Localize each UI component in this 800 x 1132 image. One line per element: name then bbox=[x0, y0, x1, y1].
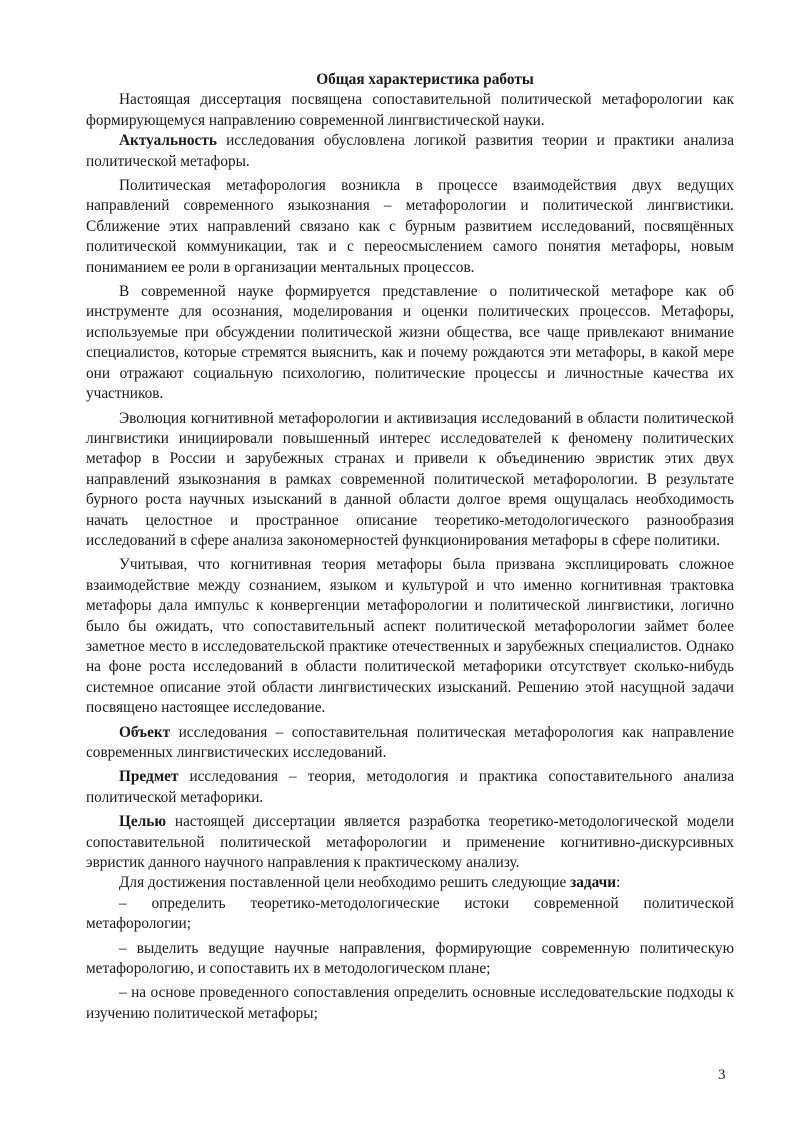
term-object: Объект bbox=[119, 723, 171, 741]
task-item-2 bbox=[86, 939, 734, 980]
paragraph-subject bbox=[86, 767, 734, 808]
task-item-3 bbox=[86, 983, 734, 1024]
paragraph-tasks-intro bbox=[86, 873, 734, 893]
paragraph-intro bbox=[86, 90, 734, 131]
task-item-1 bbox=[86, 894, 734, 935]
term-subject: Предмет bbox=[119, 768, 179, 786]
paragraph-origin bbox=[86, 176, 734, 278]
page-content bbox=[86, 70, 734, 1024]
task-text: – выделить ведущие научные направления, формирующие современную политическую метафорологию, и сопоставить их в методологическом плане; bbox=[86, 939, 734, 978]
tasks-colon: : bbox=[616, 874, 621, 892]
paragraph-object bbox=[86, 723, 734, 764]
task-text: – определить теоретико-методологические истоки современной политической метафорологии; bbox=[86, 894, 734, 933]
paragraph-text: В современной науке формируется представление о политической метафоре как об инструменте для осознания, моделирования и оценки политических процессов. Метафоры, используемые при обсуждении политической жизни общества, все чаще привлекают внимание специалистов, которые стремятся выяснить, как и почему рождаются эти метафоры, в какой мере они отражают социальную психологию, политические процессы и личностные качества их участников. bbox=[86, 283, 734, 403]
paragraph-text: исследования обусловлена логикой развития теории и практики анализа политической метафоры. bbox=[86, 132, 734, 170]
section-title: Общая характеристика работы bbox=[316, 71, 534, 88]
paragraph-relevance bbox=[86, 131, 734, 172]
paragraph-text: Учитывая, что когнитивная теория метафоры была призвана эксплицировать сложное взаимодействие между сознанием, языком и культурой и что именно когнитивная трактовка метафоры дала импульс к конвергенции метафорологии и политической лингвистики, логично было бы ожидать, что сопоставительный аспект политической метафорологии займет более заметное место в исследовательской практике отечественных и зарубежных специалистов. Однако на фоне роста исследований в области политической метафорики отсутствует сколько-нибудь системное описание этой области лингвистических изысканий. Решению этой насущной задачи посвящено настоящее исследование. bbox=[86, 556, 734, 717]
paragraph-text: Для достижения поставленной цели необходимо решить следующие bbox=[119, 874, 571, 892]
paragraph-text: настоящей диссертации является разработка теоретико-методологической модели сопоставительной политической метафорологии и применение когнитивно-дискурсивных эвристик данного научного направления к практическому анализу. bbox=[86, 813, 734, 872]
term-relevance: Актуальность bbox=[119, 132, 217, 150]
paragraph-considering bbox=[86, 555, 734, 718]
paragraph-text: исследования – теория, методология и практика сопоставительного анализа политической метафорики. bbox=[86, 768, 734, 806]
term-goal: Целью bbox=[119, 813, 167, 831]
term-tasks: задачи bbox=[570, 874, 617, 892]
paragraph-text: Политическая метафорология возникла в процессе взаимодействия двух ведущих направлений современного языкознания – метафорологии и политической лингвистики. Сближение этих направлений связано как с бурным развитием исследований, посвящённых политической коммуникации, так и с переосмыслением самого понятия метафоры, новым пониманием ее роли в организации ментальных процессов. bbox=[86, 177, 734, 276]
paragraph-text: исследования – сопоставительная политическая метафорология как направление современных лингвистических исследований. bbox=[86, 723, 734, 761]
page-number: 3 bbox=[718, 1067, 726, 1083]
paragraph-evolution bbox=[86, 409, 734, 552]
paragraph-goal bbox=[86, 812, 734, 873]
paragraph-text: Эволюция когнитивной метафорологии и активизация исследований в области политической лингвистики инициировали повышенный интерес исследователей к феномену политических метафор в России и зарубежных странах и привели к объединению эвристик этих двух направлений языкознания в рамках современной политической метафорологии. В результате бурного роста научных изысканий в данной области долгое время ощущалась необходимость начать целостное и пространное описание теоретико-методологического разнообразия исследований в сфере анализа закономерностей функционирования метафоры в сфере политики. bbox=[86, 409, 734, 549]
paragraph-modern-science bbox=[86, 282, 734, 404]
paragraph-text: Настоящая диссертация посвящена сопоставительной политической метафорологии как формирующемуся направлению современной лингвистической науки. bbox=[86, 91, 734, 129]
task-text: – на основе проведенного сопоставления определить основные исследовательские подходы к изучению политической метафоры; bbox=[86, 984, 734, 1022]
